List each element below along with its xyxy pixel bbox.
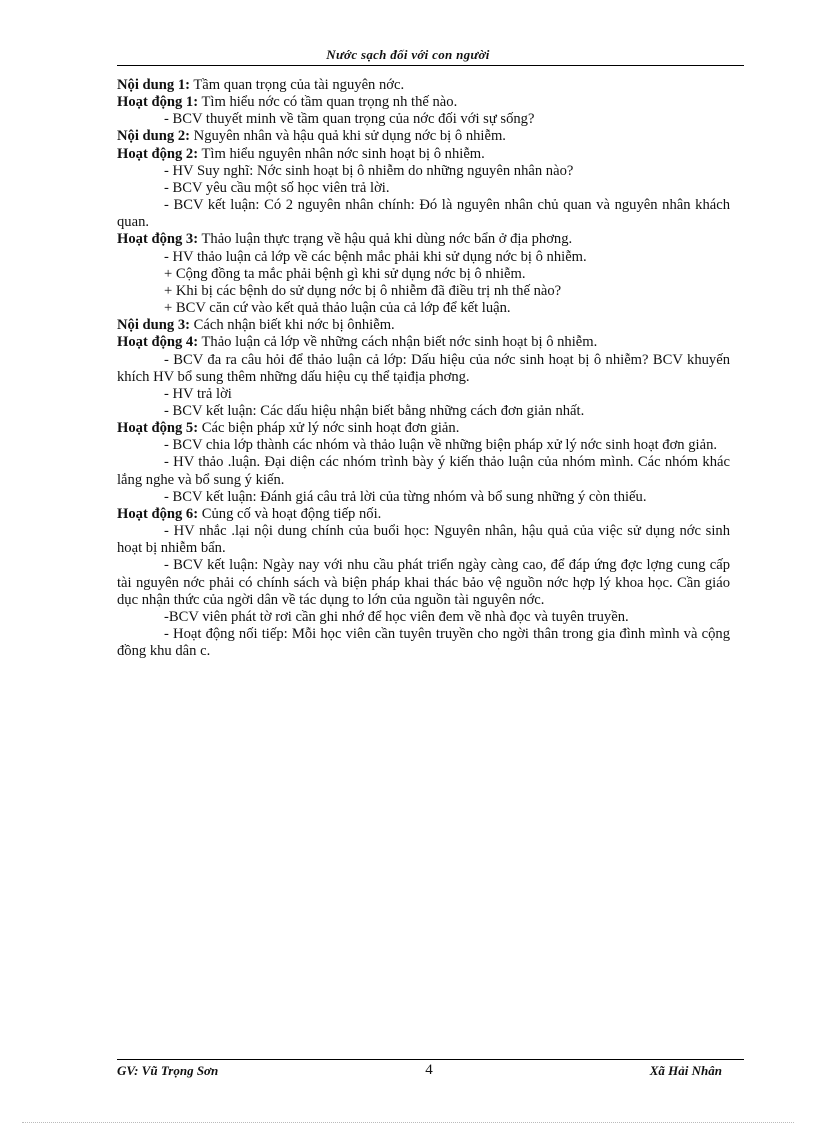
paragraph-label: Nội dung 1:: [117, 77, 190, 93]
section-heading-paragraph: [117, 94, 730, 111]
paragraph-label: Hoạt động 6:: [117, 505, 199, 522]
paragraph-text: - BCV thuyết minh về tầm quan trọng của nớc đối với sự sống?: [164, 111, 535, 128]
document-body: [117, 77, 730, 660]
paragraph-text: -BCV viên phát tờ rơi cần ghi nhớ để học viên đem về nhà đọc và tuyên truyền.: [164, 608, 629, 625]
header-divider: [117, 65, 744, 66]
paragraph-label: Nội dung 2:: [117, 128, 190, 145]
body-paragraph: [117, 197, 730, 231]
section-heading-paragraph: [117, 420, 730, 437]
paragraph-text: + Cộng đồng ta mắc phải bệnh gì khi sử dụng nớc bị ô nhiễm.: [164, 265, 526, 282]
footer-location: Xã Hải Nhân: [649, 1063, 722, 1078]
section-heading-paragraph: [117, 128, 730, 145]
body-paragraph: [117, 386, 730, 403]
paragraph-text: - HV trả lời: [164, 385, 232, 402]
section-heading-paragraph: [117, 231, 730, 248]
body-paragraph: [117, 266, 730, 283]
paragraph-text: - BCV kết luận: Có 2 nguyên nhân chính: Đó là nguyên nhân chủ quan và nguyên nhân khách quan.: [117, 197, 730, 231]
body-paragraph: [117, 163, 730, 180]
body-paragraph: [117, 609, 730, 626]
page-header-title: Nước sạch đối với con người: [326, 47, 490, 62]
paragraph-text: - HV thảo .luận. Đại diện các nhóm trình bày ý kiến thảo luận của nhóm mình. Các nhóm khác lắng nghe và bổ sung ý kiến.: [117, 454, 730, 488]
paragraph-text: - BCV kết luận: Đánh giá câu trả lời của từng nhóm và bổ sung những ý còn thiếu.: [164, 488, 647, 505]
body-paragraph: [117, 111, 730, 128]
paragraph-text: Các biện pháp xử lý nớc sinh hoạt đơn giản.: [198, 420, 460, 437]
footer-divider: [117, 1059, 744, 1060]
body-paragraph: [117, 403, 730, 420]
paragraph-text: Tìm hiểu nớc có tầm quan trọng nh thế nào.: [198, 94, 458, 111]
paragraph-text: - BCV kết luận: Các dấu hiệu nhận biết bằng những cách đơn giản nhất.: [164, 402, 585, 419]
paragraph-label: Hoạt động 3:: [117, 231, 199, 248]
section-heading-paragraph: [117, 506, 730, 523]
paragraph-label: Hoạt động 4:: [117, 334, 199, 351]
paragraph-text: Thảo luận cả lớp về những cách nhận biết nớc sinh hoạt bị ô nhiễm.: [198, 334, 598, 351]
body-paragraph: [117, 557, 730, 608]
body-paragraph: [117, 626, 730, 660]
paragraph-text: Tầm quan trọng của tài nguyên nớc.: [190, 77, 405, 93]
body-paragraph: [117, 249, 730, 266]
page-number: 4: [425, 1062, 433, 1078]
body-paragraph: [117, 180, 730, 197]
body-paragraph: [117, 523, 730, 557]
paragraph-text: - BCV kết luận: Ngày nay với nhu cầu phát triển ngày càng cao, để đáp ứng đợc lợng cung cấp tài nguyên nớc phải có chính sách và biện pháp khai thác bảo vệ nguồn nớc hợp lý khoa học. Cần giáo dục nhận thức của ngời dân về tác dụng to lớn của nguồn tài nguyên nớc.: [117, 557, 730, 608]
paragraph-text: - Hoạt động nối tiếp: Mỗi học viên cần tuyên truyền cho ngời thân trong gia đình mình và cộng đồng khu dân c.: [117, 626, 730, 660]
body-paragraph: [117, 300, 730, 317]
paragraph-text: - BCV yêu cầu một số học viên trả lời.: [164, 179, 390, 196]
paragraph-text: Thảo luận thực trạng về hậu quả khi dùng nớc bẩn ở địa phơng.: [198, 231, 573, 248]
body-paragraph: [117, 454, 730, 488]
footer-author: GV: Vũ Trọng Sơn: [117, 1063, 219, 1078]
paragraph-text: - HV nhắc .lại nội dung chính của buổi học: Nguyên nhân, hậu quả của việc sử dụng nớc sinh hoạt bị nhiễm bẩn.: [117, 523, 730, 557]
paragraph-text: - BCV đa ra câu hỏi để thảo luận cả lớp: Dấu hiệu của nớc sinh hoạt bị ô nhiễm? BCV khuyến khích HV bổ sung thêm những dấu hiệu cụ thể tạiđịa phơng.: [117, 351, 730, 385]
paragraph-text: + Khi bị các bệnh do sử dụng nớc bị ô nhiễm đã điều trị nh thế nào?: [164, 282, 562, 299]
paragraph-text: - BCV chia lớp thành các nhóm và thảo luận về những biện pháp xử lý nớc sinh hoạt đơn giản.: [164, 437, 718, 454]
paragraph-text: Tìm hiểu nguyên nhân nớc sinh hoạt bị ô nhiễm.: [198, 145, 485, 162]
section-heading-paragraph: [117, 334, 730, 351]
paragraph-text: Cách nhận biết khi nớc bị ônhiễm.: [190, 317, 395, 334]
paragraph-text: Nguyên nhân và hậu quả khi sử dụng nớc bị ô nhiễm.: [190, 128, 506, 145]
paragraph-text: + BCV căn cứ vào kết quả thảo luận của cả lớp để kết luận.: [164, 300, 511, 317]
body-paragraph: [117, 489, 730, 506]
body-paragraph: [117, 352, 730, 386]
paragraph-label: Nội dung 3:: [117, 317, 190, 334]
section-heading-paragraph: [117, 77, 730, 94]
paragraph-label: Hoạt động 1:: [117, 94, 199, 111]
body-paragraph: [117, 437, 730, 454]
paragraph-text: - HV thảo luận cả lớp về các bệnh mắc phải khi sử dụng nớc bị ô nhiễm.: [164, 248, 587, 265]
paragraph-text: - HV Suy nghĩ: Nớc sinh hoạt bị ô nhiễm do những nguyên nhân nào?: [164, 162, 574, 179]
body-paragraph: [117, 283, 730, 300]
paragraph-label: Hoạt động 2:: [117, 145, 199, 162]
paragraph-text: Củng cố và hoạt động tiếp nối.: [198, 505, 382, 522]
section-heading-paragraph: [117, 317, 730, 334]
paragraph-label: Hoạt động 5:: [117, 420, 199, 437]
section-heading-paragraph: [117, 146, 730, 163]
